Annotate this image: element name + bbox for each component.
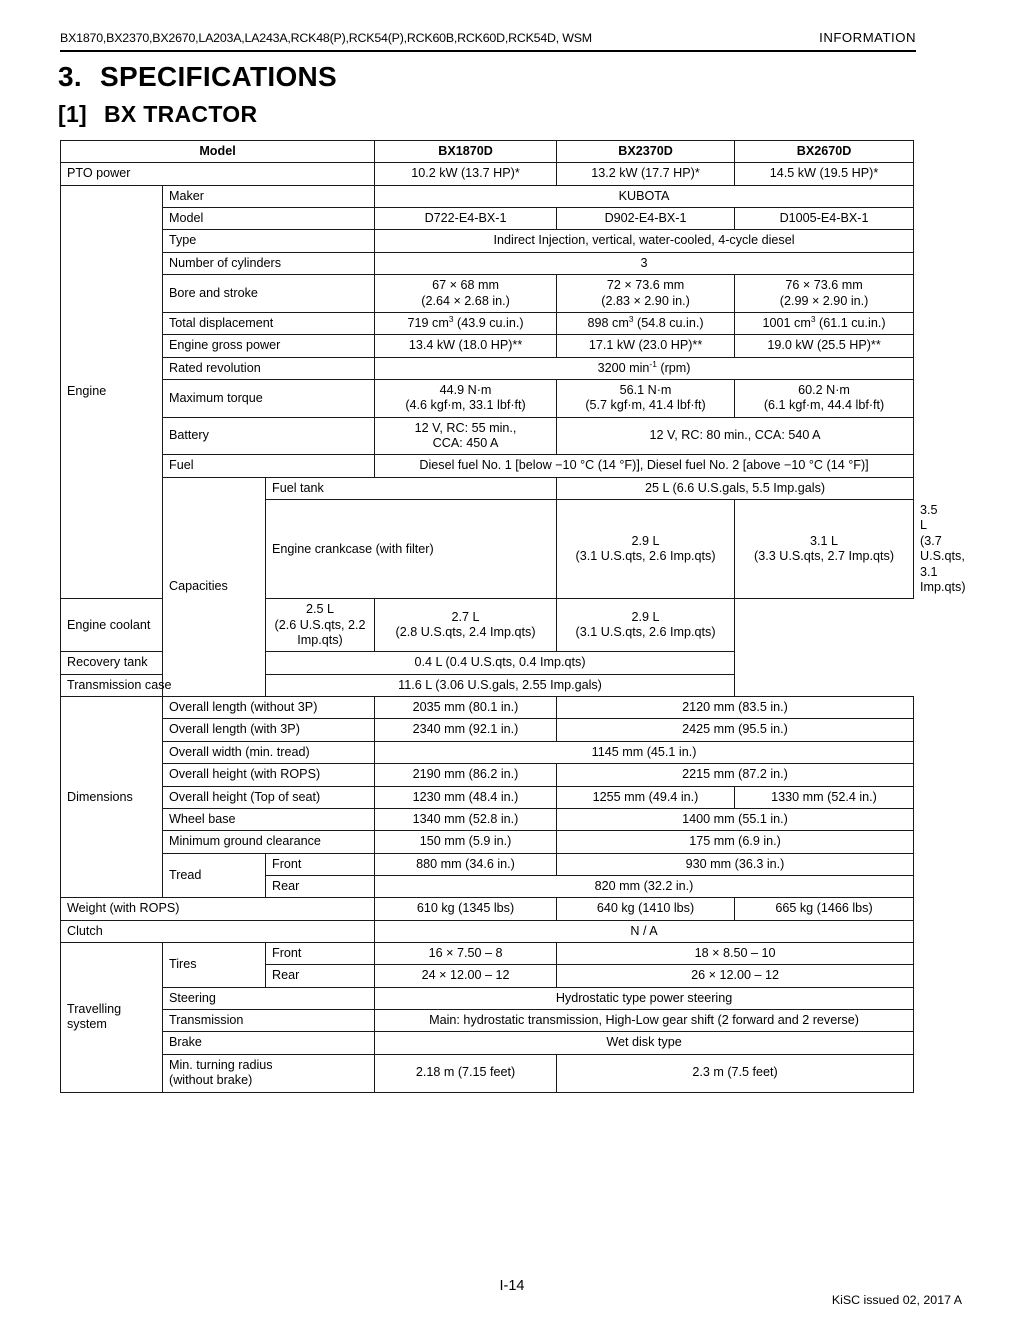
row-label-battery: Battery — [163, 417, 375, 455]
cell-line: 2.7 L — [451, 609, 480, 624]
chapter-title: SPECIFICATIONS — [100, 61, 338, 92]
superscript: -1 — [649, 358, 657, 369]
table-row — [61, 898, 914, 920]
cell-value: 13.2 kW (17.7 HP)* — [557, 163, 735, 185]
table-row — [61, 599, 914, 652]
cell-value: 2340 mm (92.1 in.) — [375, 719, 557, 741]
cell-value: 150 mm (5.9 in.) — [375, 831, 557, 853]
cell-value — [375, 379, 557, 417]
column-header-bx1870d: BX1870D — [375, 141, 557, 163]
cell-value: 16 × 7.50 – 8 — [375, 943, 557, 965]
row-label-number-of-cylinders: Number of cylinders — [163, 252, 375, 274]
cell-value — [375, 417, 557, 455]
cell-line: (2.6 U.S.qts, 2.2 Imp.qts) — [274, 617, 366, 647]
cell-line: 44.9 N·m — [439, 382, 492, 397]
group-label-line: system — [67, 1017, 107, 1032]
cell-value: 10.2 kW (13.7 HP)* — [375, 163, 557, 185]
table-row — [61, 719, 914, 741]
section-heading — [58, 101, 257, 128]
chapter-number: 3. — [58, 61, 82, 92]
group-label-engine: Engine — [61, 185, 163, 599]
cell-line: CCA: 450 A — [432, 436, 499, 451]
cell-line: 2.5 L — [306, 602, 335, 617]
table-row — [61, 1054, 914, 1092]
table-row — [61, 1032, 914, 1054]
row-label-overall-width: Overall width (min. tread) — [163, 741, 375, 763]
table-row — [61, 252, 914, 274]
cell-text: 1001 cm — [762, 315, 811, 330]
cell-value: 2035 mm (80.1 in.) — [375, 697, 557, 719]
row-label-clutch: Clutch — [61, 920, 375, 942]
table-row — [61, 379, 914, 417]
table-row — [61, 230, 914, 252]
cell-line: 2.9 L — [631, 533, 660, 548]
cell-value: 3 — [375, 252, 914, 274]
cell-line: 2.9 L — [631, 609, 660, 624]
cell-value: 2190 mm (86.2 in.) — [375, 764, 557, 786]
table-row — [61, 275, 914, 313]
table-row — [61, 652, 914, 674]
section-number: [1] — [58, 101, 88, 127]
table-row — [61, 943, 914, 965]
cell-value — [557, 500, 735, 599]
row-label-bore-and-stroke: Bore and stroke — [163, 275, 375, 313]
superscript: 3 — [628, 313, 634, 324]
cell-line: 67 × 68 mm — [432, 278, 499, 293]
cell-text: 3200 min — [597, 360, 650, 375]
cell-line: (3.1 U.S.qts, 2.6 Imp.qts) — [575, 625, 716, 640]
cell-line: (3.3 U.S.qts, 2.7 Imp.qts) — [754, 549, 895, 564]
cell-value: 1230 mm (48.4 in.) — [375, 786, 557, 808]
row-label-min-ground-clearance: Minimum ground clearance — [163, 831, 375, 853]
row-label-weight-with-rops: Weight (with ROPS) — [61, 898, 375, 920]
row-label-fuel: Fuel — [163, 455, 375, 477]
cell-value: 175 mm (6.9 in.) — [557, 831, 914, 853]
cell-value: KUBOTA — [375, 185, 914, 207]
cell-value: D902-E4-BX-1 — [557, 208, 735, 230]
cell-value: 11.6 L (3.06 U.S.gals, 2.55 Imp.gals) — [266, 674, 735, 696]
cell-value: 19.0 kW (25.5 HP)** — [735, 335, 914, 357]
cell-value: 640 kg (1410 lbs) — [557, 898, 735, 920]
group-label-dimensions: Dimensions — [61, 697, 163, 898]
table-header-row — [61, 141, 914, 163]
cell-value: 25 L (6.6 U.S.gals, 5.5 Imp.gals) — [557, 477, 914, 499]
row-label-wheel-base: Wheel base — [163, 808, 375, 830]
row-label-transmission-case: Transmission case — [61, 674, 266, 696]
cell-value: 820 mm (32.2 in.) — [375, 875, 914, 897]
cell-value: Indirect Injection, vertical, water-cooled, 4-cycle diesel — [375, 230, 914, 252]
row-label-line: (without brake) — [169, 1073, 253, 1088]
group-label-travelling-system — [61, 943, 163, 1093]
chapter-heading — [58, 61, 337, 93]
cell-value: 2.3 m (7.5 feet) — [557, 1054, 914, 1092]
cell-value — [375, 275, 557, 313]
cell-line: (4.6 kgf·m, 33.1 lbf·ft) — [405, 398, 526, 413]
sub-label-front: Front — [266, 943, 375, 965]
cell-value — [557, 275, 735, 313]
cell-value — [735, 275, 914, 313]
table-row — [61, 185, 914, 207]
table-row — [61, 1010, 914, 1032]
cell-value: 1340 mm (52.8 in.) — [375, 808, 557, 830]
cell-line: 12 V, RC: 55 min., — [414, 420, 517, 435]
cell-value: Hydrostatic type power steering — [375, 987, 914, 1009]
cell-line: (6.1 kgf·m, 44.4 lbf·ft) — [763, 398, 885, 413]
cell-line: (2.8 U.S.qts, 2.4 Imp.qts) — [395, 625, 536, 640]
cell-value — [735, 379, 914, 417]
cell-value: Main: hydrostatic transmission, High-Low gear shift (2 forward and 2 reverse) — [375, 1010, 914, 1032]
cell-value — [735, 500, 914, 599]
cell-value: 2.18 m (7.15 feet) — [375, 1054, 557, 1092]
row-label-recovery-tank: Recovery tank — [61, 652, 266, 674]
cell-value: 2120 mm (83.5 in.) — [557, 697, 914, 719]
header-rule — [60, 50, 916, 52]
table-row: Engine crankcase (with filter) 2.9 L (3.1 U.S.qts, 2.6 Imp.qts) 3.1 L (3.3 U.S.qts, 2.7 Imp.qts) 3.5 L (3.7 U.S.qts, 3.1 Imp.qts) — [61, 500, 914, 599]
row-label-fuel-tank: Fuel tank — [266, 477, 557, 499]
table-row — [61, 697, 914, 719]
running-header — [60, 30, 916, 45]
cell-value: 14.5 kW (19.5 HP)* — [735, 163, 914, 185]
sub-label-rear: Rear — [266, 875, 375, 897]
cell-value: 610 kg (1345 lbs) — [375, 898, 557, 920]
table-row — [61, 477, 914, 499]
table-row — [61, 312, 914, 334]
table-row — [61, 853, 914, 875]
section-title: BX TRACTOR — [104, 101, 258, 127]
cell-text: (61.1 cu.in.) — [815, 315, 886, 330]
cell-value: D722-E4-BX-1 — [375, 208, 557, 230]
cell-line: 72 × 73.6 mm — [606, 278, 685, 293]
cell-line: 76 × 73.6 mm — [785, 278, 863, 293]
table-row — [61, 674, 914, 696]
row-label-overall-height-seat: Overall height (Top of seat) — [163, 786, 375, 808]
row-label-rated-revolution: Rated revolution — [163, 357, 375, 379]
cell-value: 12 V, RC: 80 min., CCA: 540 A — [557, 417, 914, 455]
row-label-tires: Tires — [163, 943, 266, 988]
table-row — [61, 764, 914, 786]
row-label-line: Min. turning radius — [169, 1057, 273, 1072]
specifications-table-container — [60, 140, 966, 1093]
cell-line: 56.1 N·m — [619, 382, 672, 397]
row-label-tread: Tread — [163, 853, 266, 898]
row-label-engine-model: Model — [163, 208, 375, 230]
cell-value: Wet disk type — [375, 1032, 914, 1054]
row-label-min-turning-radius — [163, 1054, 375, 1092]
cell-value: 18 × 8.50 – 10 — [557, 943, 914, 965]
cell-line: (2.64 × 2.68 in.) — [421, 293, 510, 308]
row-label-pto-power: PTO power — [61, 163, 375, 185]
table-row — [61, 920, 914, 942]
footer-issue-note: KiSC issued 02, 2017 A — [831, 1293, 962, 1307]
cell-text: 898 cm — [587, 315, 629, 330]
cell-line: 60.2 N·m — [798, 382, 850, 397]
cell-value — [557, 312, 735, 334]
table-row — [61, 163, 914, 185]
sub-label-rear: Rear — [266, 965, 375, 987]
table-row — [61, 208, 914, 230]
cell-value: 2215 mm (87.2 in.) — [557, 764, 914, 786]
specifications-table — [60, 140, 966, 1093]
header-model-list: BX1870,BX2370,BX2670,LA203A,LA243A,RCK48(P),RCK54(P),RCK60B,RCK60D,RCK54D, WSM — [60, 31, 592, 45]
column-header-bx2370d: BX2370D — [557, 141, 735, 163]
sub-label-front: Front — [266, 853, 375, 875]
cell-value: 1400 mm (55.1 in.) — [557, 808, 914, 830]
table-row — [61, 786, 914, 808]
cell-value: D1005-E4-BX-1 — [735, 208, 914, 230]
table-row — [61, 417, 914, 455]
row-label-transmission: Transmission — [163, 1010, 375, 1032]
row-label-steering: Steering — [163, 987, 375, 1009]
cell-line: (2.99 × 2.90 in.) — [779, 293, 869, 308]
row-label-type: Type — [163, 230, 375, 252]
row-label-total-displacement: Total displacement — [163, 312, 375, 334]
cell-value: 13.4 kW (18.0 HP)** — [375, 335, 557, 357]
header-section-label: INFORMATION — [819, 30, 916, 45]
group-label-line: Travelling — [67, 1001, 122, 1016]
cell-text: (43.9 cu.in.) — [453, 315, 524, 330]
row-label-engine-gross-power: Engine gross power — [163, 335, 375, 357]
cell-value: 665 kg (1466 lbs) — [735, 898, 914, 920]
row-label-overall-height-rops: Overall height (with ROPS) — [163, 764, 375, 786]
row-label-engine-coolant: Engine coolant — [61, 599, 266, 652]
cell-line: (2.83 × 2.90 in.) — [601, 293, 690, 308]
row-label-brake: Brake — [163, 1032, 375, 1054]
cell-value — [735, 312, 914, 334]
cell-value: 930 mm (36.3 in.) — [557, 853, 914, 875]
superscript: 3 — [810, 313, 816, 324]
table-row — [61, 335, 914, 357]
cell-value — [375, 312, 557, 334]
cell-text: (rpm) — [656, 360, 691, 375]
cell-value: 0.4 L (0.4 U.S.qts, 0.4 Imp.qts) — [266, 652, 735, 674]
table-row — [61, 455, 914, 477]
cell-value — [557, 379, 735, 417]
cell-value: 880 mm (34.6 in.) — [375, 853, 557, 875]
cell-value — [266, 599, 375, 652]
row-label-overall-length-without-3p: Overall length (without 3P) — [163, 697, 375, 719]
cell-value: 1255 mm (49.4 in.) — [557, 786, 735, 808]
corner-label: Model — [61, 141, 375, 163]
table-row — [61, 831, 914, 853]
column-header-bx2670d: BX2670D — [735, 141, 914, 163]
cell-line: 3.1 L — [810, 533, 839, 548]
cell-value — [375, 599, 557, 652]
table-row — [61, 987, 914, 1009]
group-label-capacities: Capacities — [163, 477, 266, 696]
cell-value — [557, 599, 735, 652]
cell-line: (5.7 kgf·m, 41.4 lbf·ft) — [585, 398, 706, 413]
cell-value: Diesel fuel No. 1 [below −10 °C (14 °F)], Diesel fuel No. 2 [above −10 °C (14 °F)] — [375, 455, 914, 477]
row-label-overall-length-with-3p: Overall length (with 3P) — [163, 719, 375, 741]
cell-value: 17.1 kW (23.0 HP)** — [557, 335, 735, 357]
cell-value: 1330 mm (52.4 in.) — [735, 786, 914, 808]
table-row — [61, 357, 914, 379]
cell-text: 719 cm — [407, 315, 449, 330]
superscript: 3 — [448, 313, 454, 324]
row-label-maximum-torque: Maximum torque — [163, 379, 375, 417]
cell-value: 26 × 12.00 – 12 — [557, 965, 914, 987]
row-label-engine-crankcase: Engine crankcase (with filter) — [266, 500, 557, 599]
cell-value: 1145 mm (45.1 in.) — [375, 741, 914, 763]
row-label-maker: Maker — [163, 185, 375, 207]
cell-line: (3.1 U.S.qts, 2.6 Imp.qts) — [575, 549, 716, 564]
table-row — [61, 741, 914, 763]
cell-text: (54.8 cu.in.) — [633, 315, 704, 330]
table-row — [61, 808, 914, 830]
cell-value: 2425 mm (95.5 in.) — [557, 719, 914, 741]
page-number: I-14 — [499, 1278, 525, 1294]
cell-value — [375, 357, 914, 379]
cell-value: 24 × 12.00 – 12 — [375, 965, 557, 987]
cell-value: N / A — [375, 920, 914, 942]
